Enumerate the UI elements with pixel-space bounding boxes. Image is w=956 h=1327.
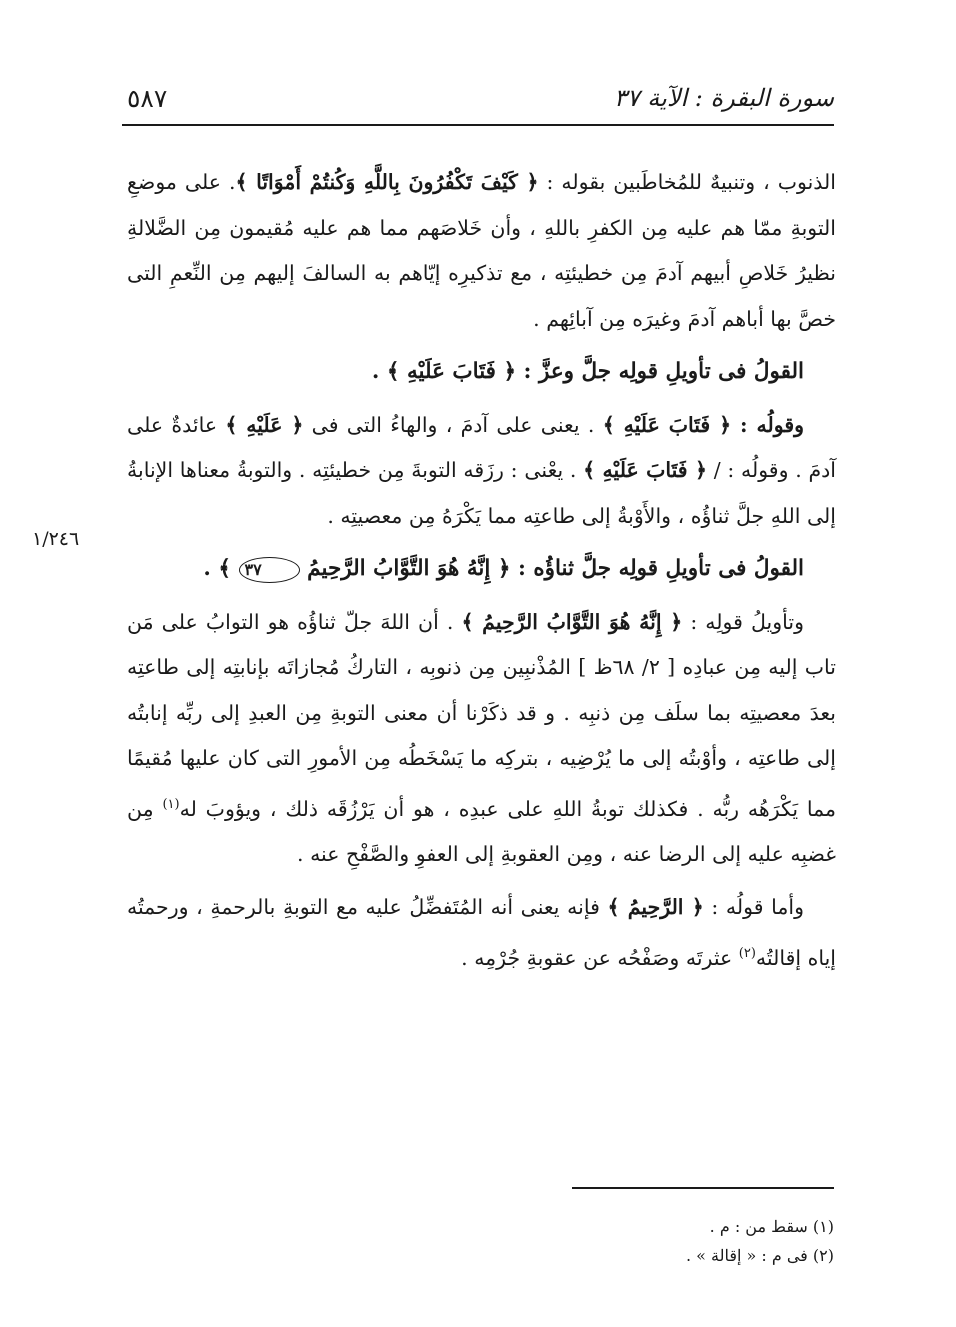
lead-phrase: وقولُه : xyxy=(731,412,805,437)
section-heading-2 xyxy=(127,546,836,592)
footnote-rule xyxy=(572,1187,834,1189)
quran-verse: ﴿ كَيْفَ تَكْفُرُونَ بِاللَّهِ وَكُنتُمْ أَمْوَاتًا ﴾ xyxy=(235,170,539,194)
paragraph-4 xyxy=(127,885,836,981)
text-run: وأما قولُه : xyxy=(703,895,804,920)
footnote-1: (١) سقط من : م . xyxy=(709,1217,834,1236)
text-run: عثرتَه وصَفْحُه عن عقوبةِ جُرْمِه . xyxy=(461,945,739,970)
paragraph-1 xyxy=(127,160,836,342)
paragraph-3 xyxy=(127,600,836,878)
text-run: . يعنى على آدمَ ، والهاءُ التى فى xyxy=(303,412,603,437)
text-run: . أن اللهَ جلّ ثناؤُه هو التوابُ على مَن تاب إليه مِن عبادِه [ ٢/ ٦٨ظ ] المُذْنبِين مِن ذنوبِه ، التاركُ مُجازاتَه بإنابتِه إلى طاعتِه بعدَ معصيتِه بما سلَف مِن ذنبِه . و قد ذكَرْنا أن معنى التوبةِ مِن العبدِ إلى ربِّه إنابتُه إلى طاعتِه ، وأوْبتُه إلى ما يُرْضِيه ، بتركِه ما يَسْخَطُه مِن الأمورِ التى كان عليها مُقيمًا مما يَكْرَهُه ربُّه . فكذلك توبةُ اللهِ على عبدِه ، هو أن يَرْزُقَه ذلك ، ويؤوبَ له xyxy=(127,609,836,821)
quran-verse: ﴿ إِنَّهُ هُوَ التَّوَّابُ الرَّحِيمُ xyxy=(299,556,511,581)
header-rule xyxy=(122,124,834,126)
text-run: الذنوب ، وتنبيهٌ للمُخاطَبين بقوله : xyxy=(538,170,836,194)
text-run: عائدةٌ على آدمَ . وقولُه : / xyxy=(127,412,836,482)
page-number: ٥٨٧ xyxy=(127,84,168,113)
page-header xyxy=(127,72,834,120)
body-text xyxy=(127,160,836,981)
text-run: وتأويلُ قولِه : xyxy=(682,609,804,634)
footnote-2: (٢) فى م : « إقالة » . xyxy=(685,1246,834,1265)
running-title: سورة البقرة : الآية ٣٧ xyxy=(613,84,834,112)
quran-verse: ﴿ فَتَابَ عَلَيْهِ ﴾ xyxy=(602,412,732,437)
paragraph-2 xyxy=(127,403,836,540)
text-run: فإنه يعنى أنه المُتَفضِّلُ عليه مع التوبةِ بالرحمةِ ، ورحمتُه إياه إقالتُه xyxy=(127,895,836,970)
text-run: . يعْنى : رزَقه التوبةَ مِن خطيئتِه . والتوبةُ معناها الإنابةُ إلى اللهِ جلَّ ثناؤُه ، والأَوْبةُ إلى طاعتِه مما يَكْرَهُ مِن معصيتِه . xyxy=(127,458,836,528)
quran-verse: ﴿ الرَّحِيمُ ﴾ xyxy=(607,895,704,920)
heading-text: القولُ فى تأويلِ قولِه جلَّ ثناؤُه : xyxy=(510,556,804,581)
margin-reference: ١/٢٤٦ xyxy=(32,528,80,550)
quran-verse: ﴿ عَلَيْهِ ﴾ xyxy=(225,412,304,437)
text-run: مِن غضبِه عليه إلى الرضا عنه ، ومِن العقوبةِ إلى العفوِ والصَّفْحِ عنه . xyxy=(127,796,836,866)
ayah-number-mark: ٣٧ xyxy=(239,557,300,583)
heading-end: . xyxy=(203,556,219,581)
quran-verse: ﴿ إِنَّهُ هُوَ التَّوَّابُ الرَّحِيمُ ﴾ xyxy=(461,609,683,634)
footnote-marker: (٢) xyxy=(738,945,756,961)
quran-verse: ﴿ فَتَابَ عَلَيْهِ ﴾ xyxy=(583,458,707,482)
quran-verse-end: ﴾ xyxy=(218,556,239,581)
quran-verse: ﴿ فَتَابَ عَلَيْهِ ﴾ xyxy=(386,359,517,384)
footnotes xyxy=(127,1212,834,1270)
heading-text: القولُ فى تأويلِ قولِه جلَّ وعزَّ : xyxy=(516,359,804,384)
footnote-marker: (١) xyxy=(162,796,180,812)
heading-end: . xyxy=(371,359,387,384)
section-heading-1 xyxy=(127,349,836,395)
text-run: . على موضعِ التوبةِ ممّا هم عليه مِن الكفرِ باللهِ ، وأن خَلاصَهم مما هم عليه مُقيمون مِن الضَّلالةِ نظيرُ خَلاصِ أبيهم آدمَ مِن خطيئتِه ، مع تذكيرِه إيّاهم به السالفَ إليهم مِن النِّعمِ التى خصَّ بها أباهم آدمَ وغيرَه مِن آبائِهم . xyxy=(127,170,836,331)
